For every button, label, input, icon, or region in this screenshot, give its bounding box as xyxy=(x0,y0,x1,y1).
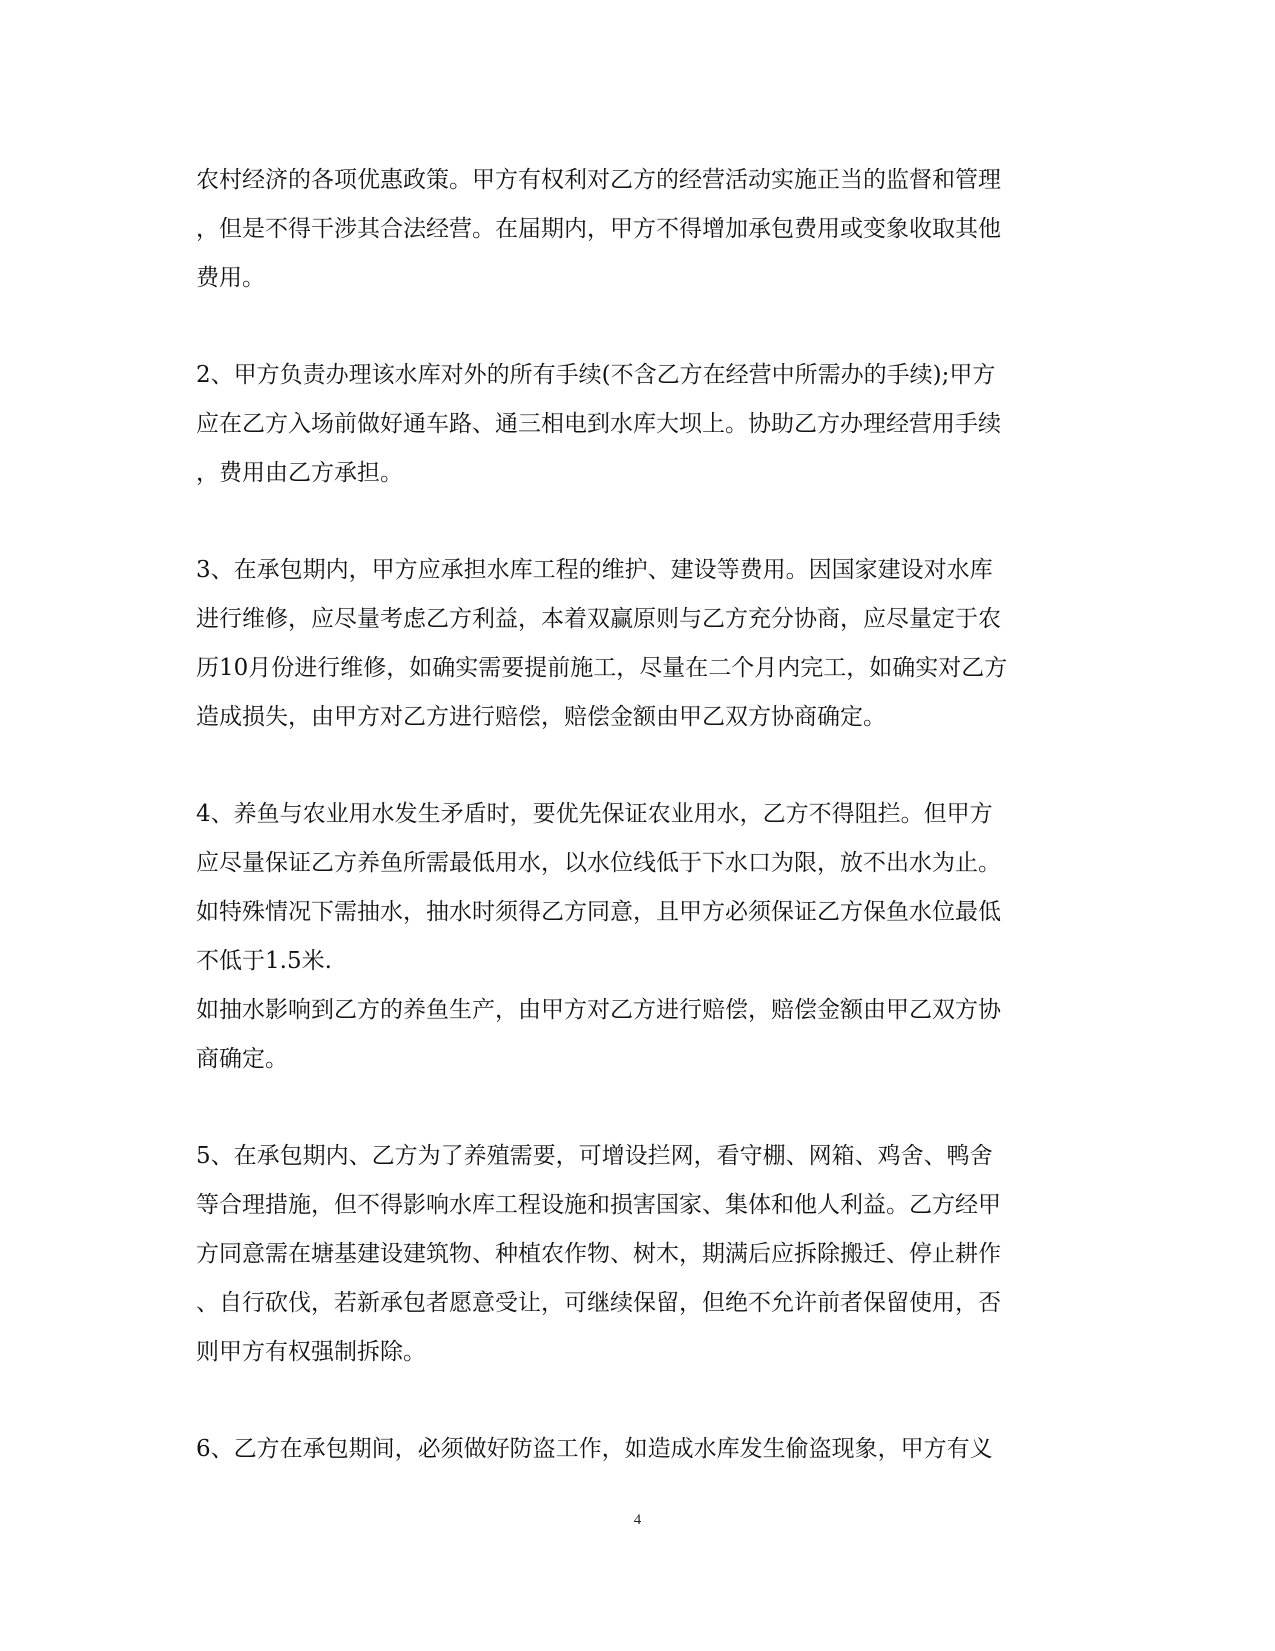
text-line: ，但是不得干涉其合法经营。在届期内，甲方不得增加承包费用或变象收取其他 xyxy=(196,216,1001,242)
text-line: 历10月份进行维修，如确实需要提前施工，尽量在二个月内完工，如确实对乙方 xyxy=(196,655,1008,681)
text-line: ，费用由乙方承担。 xyxy=(196,460,403,486)
text-line: 2、甲方负责办理该水库对外的所有手续(不含乙方在经营中所需办的手续);甲方 xyxy=(196,362,996,388)
text-line: 农村经济的各项优惠政策。甲方有权利对乙方的经营活动实施正当的监督和管理 xyxy=(196,167,1001,193)
page-number: 4 xyxy=(633,1512,642,1528)
text-line: 方同意需在塘基建设建筑物、种植农作物、树木，期满后应拆除搬迁、停止耕作 xyxy=(196,1241,1001,1267)
text-line: 6、乙方在承包期间，必须做好防盗工作，如造成水库发生偷盗现象，甲方有义 xyxy=(196,1436,993,1462)
text-line: 应尽量保证乙方养鱼所需最低用水，以水位线低于下水口为限，放不出水为止。 xyxy=(196,850,1001,876)
paragraph-6 xyxy=(196,1425,1076,1474)
text-line: 费用。 xyxy=(196,265,265,291)
paragraph-2 xyxy=(196,351,1076,498)
text-line: 如抽水影响到乙方的养鱼生产，由甲方对乙方进行赔偿，赔偿金额由甲乙双方协 xyxy=(196,997,1001,1023)
text-line: 不低于1.5米. xyxy=(196,948,332,974)
text-line: 3、在承包期内，甲方应承担水库工程的维护、建设等费用。因国家建设对水库 xyxy=(196,557,993,583)
text-line: 、自行砍伐，若新承包者愿意受让，可继续保留，但绝不允许前者保留使用，否 xyxy=(196,1290,1001,1316)
text-line: 则甲方有权强制拆除。 xyxy=(196,1339,426,1365)
paragraph-5 xyxy=(196,1132,1076,1377)
text-line: 5、在承包期内、乙方为了养殖需要，可增设拦网，看守棚、网箱、鸡舍、鸭舍 xyxy=(196,1143,993,1169)
text-line: 应在乙方入场前做好通车路、通三相电到水库大坝上。协助乙方办理经营用手续 xyxy=(196,411,1001,437)
text-line: 如特殊情况下需抽水，抽水时须得乙方同意，且甲方必须保证乙方保鱼水位最低 xyxy=(196,899,1001,925)
text-line: 4、养鱼与农业用水发生矛盾时，要优先保证农业用水，乙方不得阻拦。但甲方 xyxy=(196,801,993,827)
paragraph-4 xyxy=(196,790,1076,1084)
paragraph-1 xyxy=(196,156,1076,303)
text-line: 造成损失，由甲方对乙方进行赔偿，赔偿金额由甲乙双方协商确定。 xyxy=(196,704,886,730)
document-body xyxy=(196,156,1076,1522)
text-line: 商确定。 xyxy=(196,1046,288,1072)
text-line: 进行维修，应尽量考虑乙方利益，本着双赢原则与乙方充分协商，应尽量定于农 xyxy=(196,606,1001,632)
text-line: 等合理措施，但不得影响水库工程设施和损害国家、集体和他人利益。乙方经甲 xyxy=(196,1192,1001,1218)
paragraph-3 xyxy=(196,546,1076,742)
